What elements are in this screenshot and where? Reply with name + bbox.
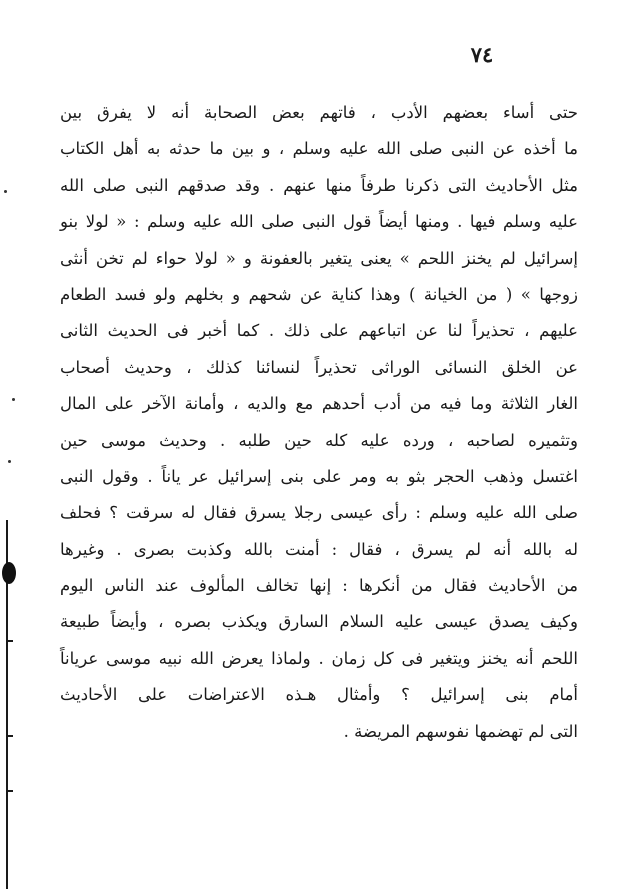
text-line: من الأحاديث فقال من أنكرها : إنها تخالف المألوف عند الناس اليوم bbox=[60, 576, 578, 596]
text-line: زوجها » ( من الخيانة ) وهذا كناية عن شحهم و بخلهم ولو فسد الطعام bbox=[60, 284, 578, 304]
text-line: اللحم أنه يخنز ويتغير فى كل زمان . ولماذا يعرض الله نبيه موسى عرياناً bbox=[60, 648, 578, 668]
text-line: ما أخذه عن النبى صلى الله عليه وسلم ، و بين ما حدثه به أهل الكتاب bbox=[60, 139, 578, 159]
scan-speck bbox=[8, 460, 11, 463]
scan-edge-tick bbox=[8, 640, 13, 642]
text-line: الغار الثلاثة وما فيه من أدب أحدهم مع والديه ، وأمانة الآخر على المال bbox=[60, 394, 578, 414]
text-line: عليهم ، تحذيراً لنا عن اتباعهم على ذلك . كما أخبر فى الحديث الثانى bbox=[60, 321, 578, 341]
text-line: أمام بنى إسرائيل ؟ وأمثال هـذه الاعتراضات على الأحاديث bbox=[60, 685, 578, 705]
scan-edge-tick bbox=[8, 790, 13, 792]
text-line: اغتسل وذهب الحجر بثو به ومر على بنى إسرائيل عر ياناً . وقول النبى bbox=[60, 466, 578, 486]
text-line: له بالله أنه لم يسرق ، فقال : أمنت بالله وكذبت بصرى . وغيرها bbox=[60, 539, 578, 559]
text-line: إسرائيل لم يخنز اللحم » يعنى يتغير بالعفونة و « لولا حواء لم تخن أنثى bbox=[60, 248, 578, 268]
text-line: وكيف يصدق عيسى عليه السلام السارق ويكذب بصره ، وأيضاً طبيعة bbox=[60, 612, 578, 632]
text-line: عن الخلق النسائى الوراثى تحذيراً لنسائنا كذلك ، وحديث أصحاب bbox=[60, 357, 578, 377]
text-line: مثل الأحاديث التى ذكرنا طرفاً منها عنهم . وقد صدقهم النبى صلى الله bbox=[60, 175, 578, 195]
text-line: حتى أساء بعضهم الأدب ، فاتهم بعض الصحابة أنه لا يفرق بين bbox=[60, 103, 578, 122]
scan-speck bbox=[4, 190, 7, 193]
scan-speck bbox=[12, 398, 15, 401]
text-line-last: التى لم تهضمها نفوسهم المريضة . bbox=[343, 721, 578, 741]
page-number: ٧٤ bbox=[470, 42, 494, 67]
scan-edge-tick bbox=[8, 735, 13, 737]
ink-blot bbox=[2, 562, 16, 584]
text-line: وتثميره لصاحبه ، ورده عليه كله حين طلبه . وحديث موسى حين bbox=[60, 430, 578, 450]
text-line: عليه وسلم فيها . ومنها أيضاً قول النبى صلى الله عليه وسلم : « لولا بنو bbox=[60, 212, 578, 232]
text-line: صلى الله عليه وسلم : رأى عيسى رجلا يسرق فقال له سرقت ؟ فحلف bbox=[60, 503, 578, 523]
body-text bbox=[60, 95, 578, 750]
